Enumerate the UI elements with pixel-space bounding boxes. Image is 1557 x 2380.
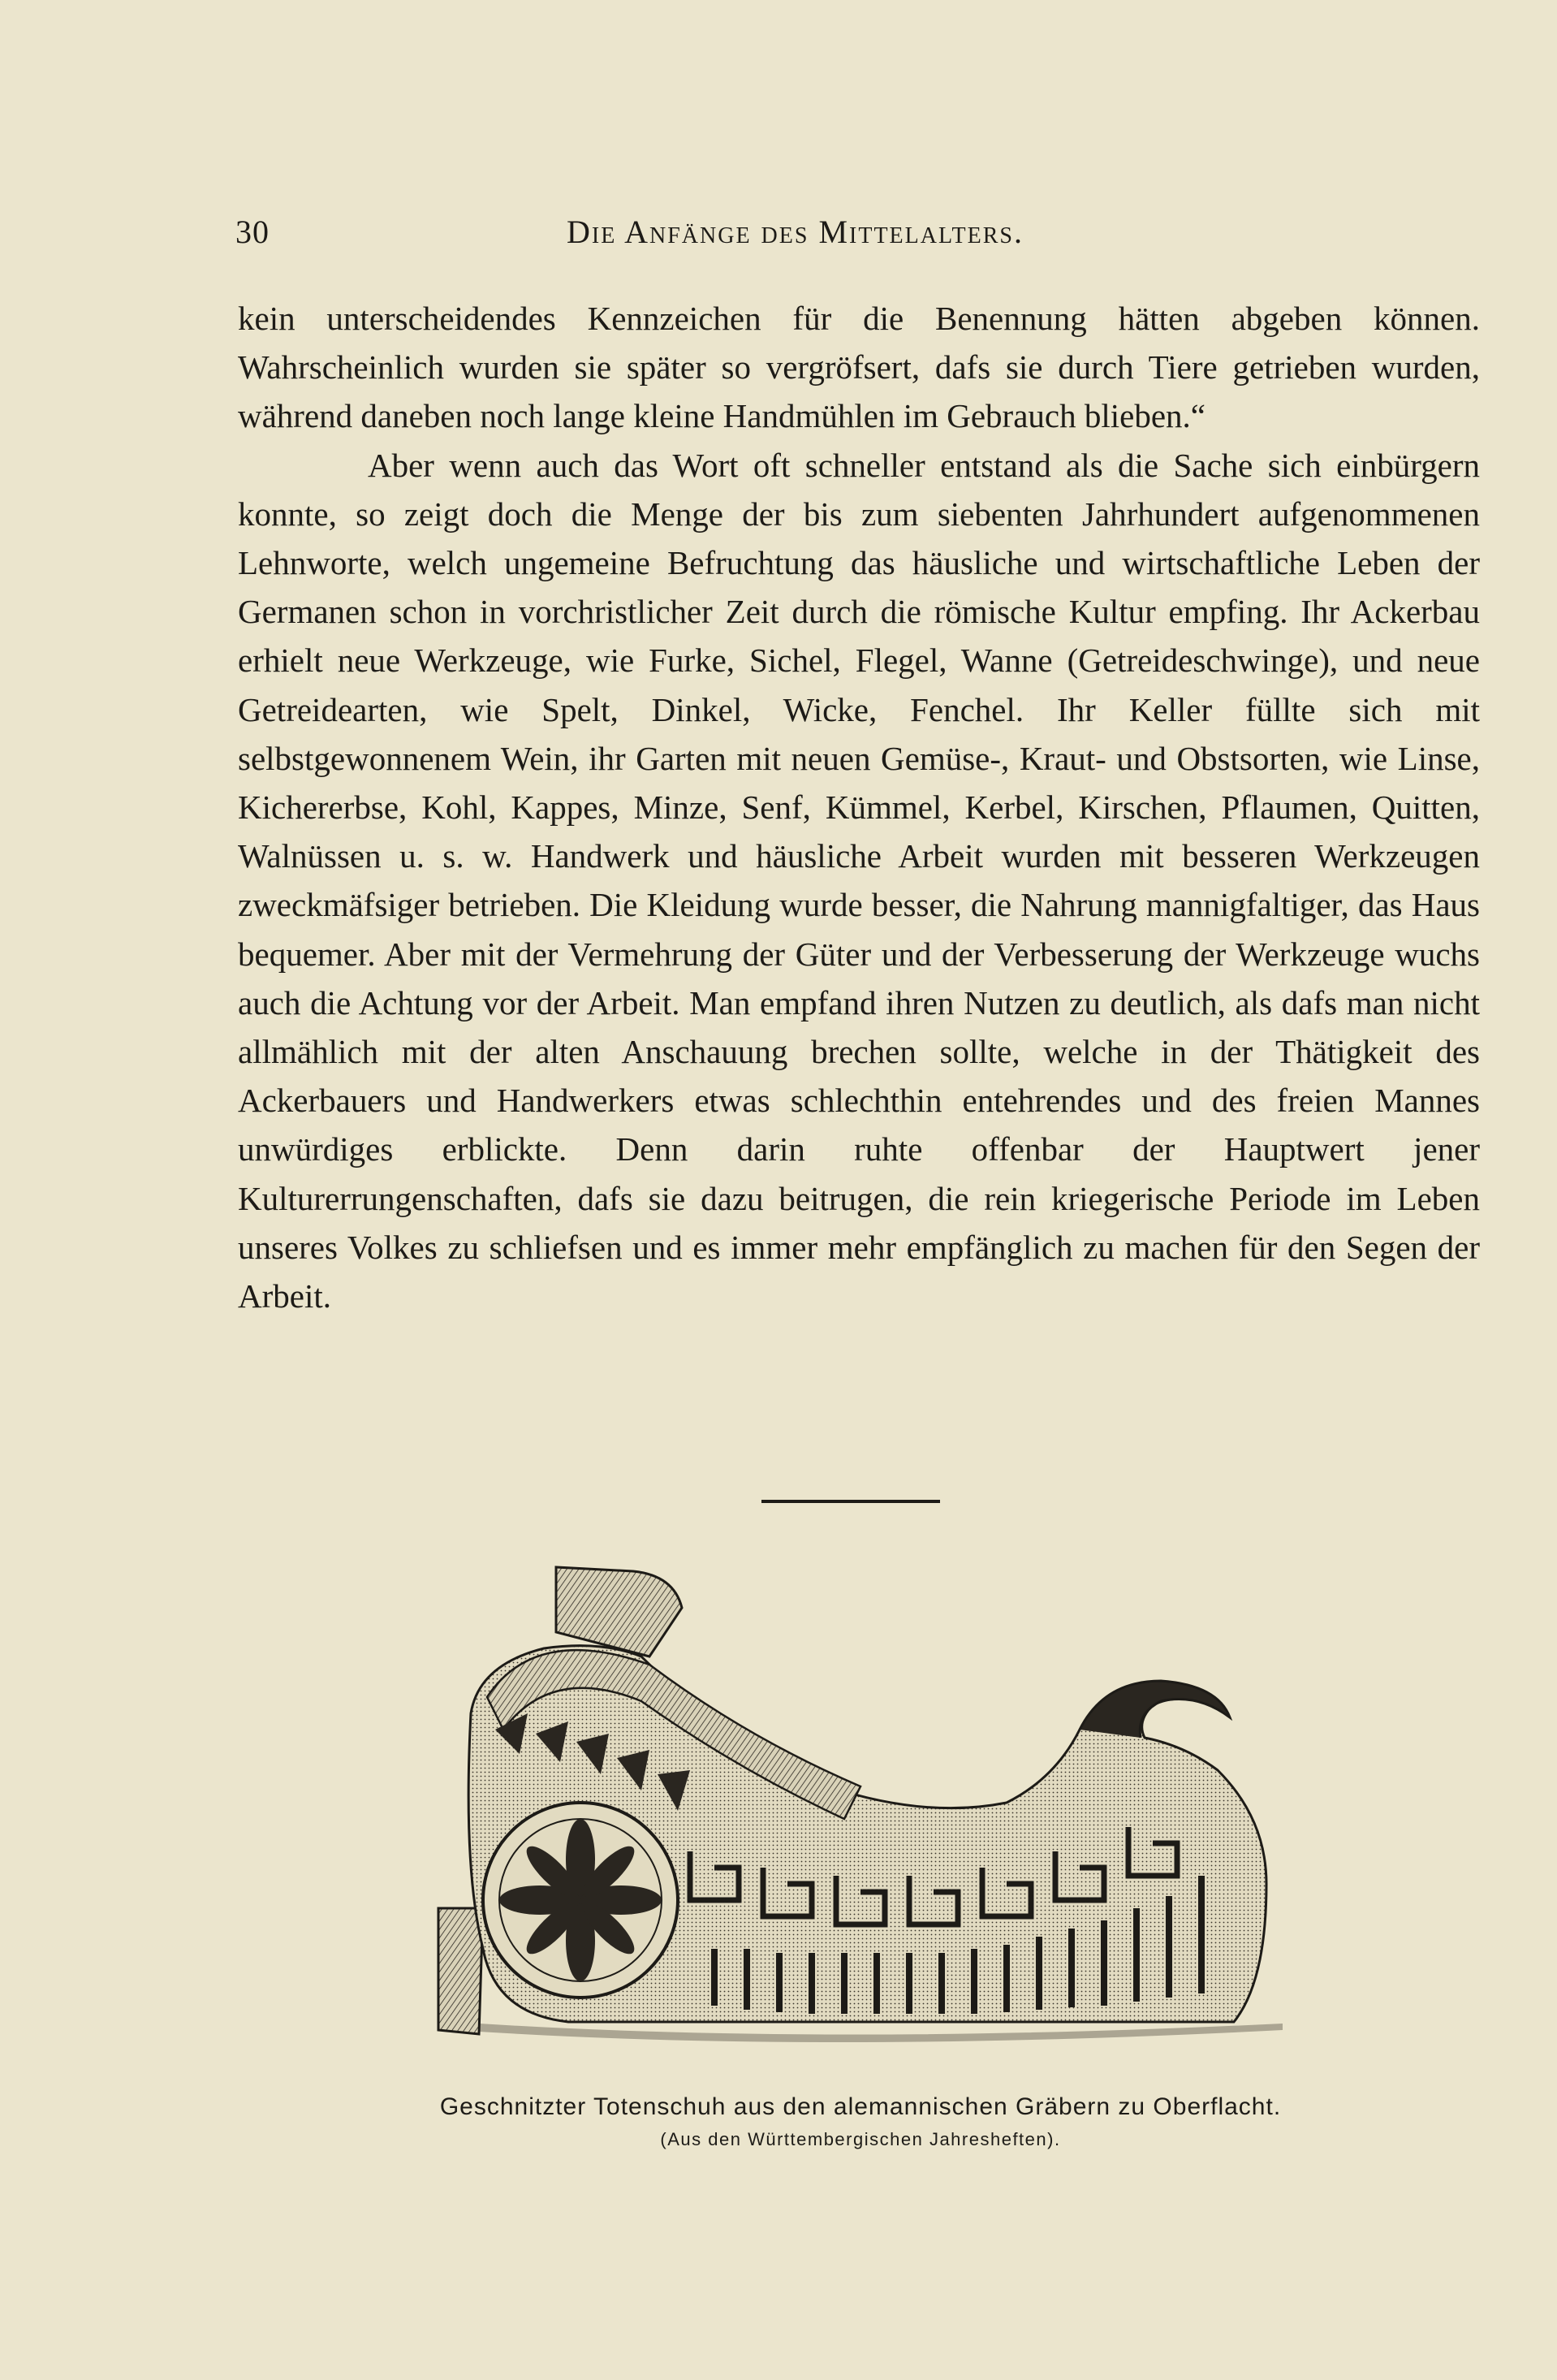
caption-title: Geschnitzter Totenschuh aus den alemannischen Gräbern zu Oberflacht. (439, 2093, 1282, 2120)
running-head (235, 213, 1477, 253)
paragraph: Aber wenn auch das Wort oft schneller entstand als die Sache sich einbürgern konnte, so zeigt doch die Menge der bis zum siebenten Jahrhundert aufgenommenen Lehnworte, welch ungemeine Befruchtung das häusliche und wirtschaftliche Leben der Germanen schon in vorchristlicher Zeit durch die römische Kultur empfing. Ihr Ackerbau erhielt neue Werkzeuge, wie Furke, Sichel, Flegel, Wanne (Getreideschwinge), und neue Getreidearten, wie Spelt, Dinkel, Wicke, Fenchel. Ihr Keller füllte sich mit selbstgewonnenem Wein, ihr Garten mit neuen Gemüse-, Kraut- und Obstsorten, wie Linse, Kichererbse, Kohl, Kappes, Minze, Senf, Kümmel, Kerbel, Kirschen, Pflaumen, Quitten, Walnüssen u. s. w. Handwerk und häusliche Arbeit wurden mit besseren Werkzeugen zweckmäfsiger betrieben. Die Kleidung wurde besser, die Nahrung mannigfaltiger, das Haus bequemer. Aber mit der Vermehrung der Güter und der Verbesserung der Werkzeuge wuchs auch die Achtung vor der Arbeit. Man empfand ihren Nutzen zu deutlich, als dafs man nicht allmählich mit der alten Anschauung brechen sollte, welche in der Thätigkeit des Ackerbauers und Handwerkers etwas schlechthin entehrendes und des freien Mannes unwürdiges erblickte. Denn darin ruhte offenbar der Hauptwert jener Kulturerrungenschaften, dafs sie dazu beitrugen, die rein kriegerische Periode im Leben unseres Volkes zu schliefsen und es immer mehr empfänglich zu machen für den Segen der Arbeit. (238, 446, 1480, 1315)
body-text (238, 294, 1480, 1320)
carved-shoe-engraving (406, 1527, 1315, 2063)
chapter-title: Die Anfänge des Mittelalters. (567, 214, 1024, 250)
paragraph-continuation: kein unterscheidendes Kennzeichen für die Benennung hätten abgeben können. Wahrscheinlich wurden sie später so vergröfsert, dafs sie durch Tiere getrieben wurden, während daneben noch lange kleine Handmühlen im Gebrauch blieben.“ (238, 300, 1480, 435)
figure-caption (244, 2093, 1477, 2150)
caption-source: (Aus den Württembergischen Jahresheften). (660, 2129, 1061, 2149)
shoe-illustration (406, 1527, 1315, 2063)
page-number: 30 (235, 214, 270, 250)
section-divider (761, 1500, 940, 1503)
